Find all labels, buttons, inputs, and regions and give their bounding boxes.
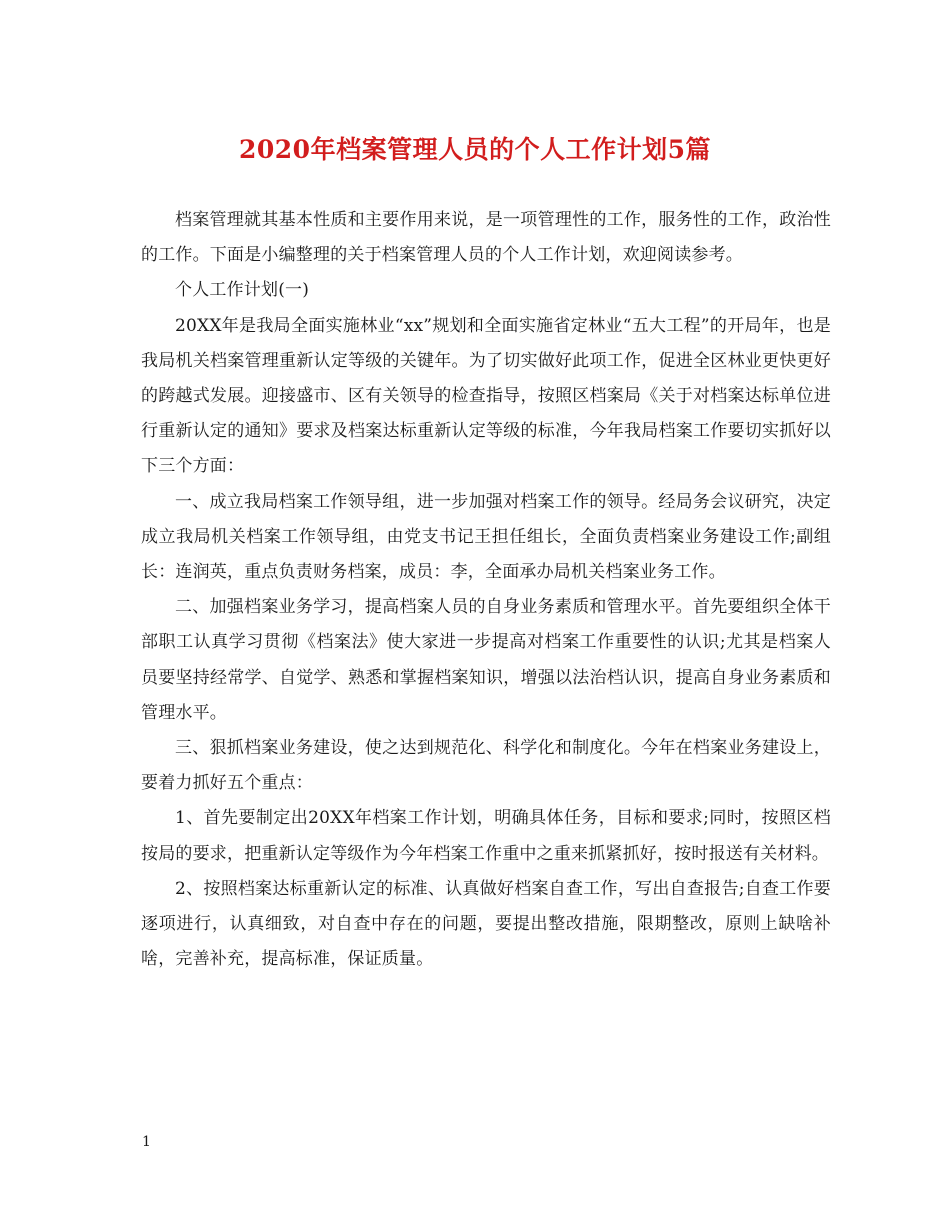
body-paragraph: 1、首先要制定出20XX年档案工作计划，明确具体任务，目标和要求;同时，按照区档按局的要求，把重新认定等级作为今年档案工作重中之重来抓紧抓好，按时报送有关材料。 xyxy=(141,808,831,864)
section-heading: 个人工作计划(一) xyxy=(175,280,310,301)
body-paragraph: 20XX年是我局全面实施林业“xx”规划和全面实施省定林业“五大工程”的开局年，也是我局机关档案管理重新认定等级的关键年。为了切实做好此项工作，促进全区林业更快更好的跨越式发展。迎接盛市、区有关领导的检查指导，按照区档案局《关于对档案达标单位进行重新认定的通知》要求及档案达标重新认定等级的标准，今年我局档案工作要切实抓好以下三个方面： xyxy=(141,315,831,477)
body-paragraph: 2、按照档案达标重新认定的标准、认真做好档案自查工作，写出自查报告;自查工作要逐项进行，认真细致，对自查中存在的问题，要提出整改措施，限期整改，原则上缺啥补啥，完善补充，提高标准，保证质量。 xyxy=(141,878,831,970)
body-paragraph: 三、狠抓档案业务建设，使之达到规范化、科学化和制度化。今年在档案业务建设上，要着力抓好五个重点： xyxy=(141,738,831,794)
document-title: 2020年档案管理人员的个人工作计划5篇 xyxy=(239,135,711,164)
body-paragraph: 二、加强档案业务学习，提高档案人员的自身业务素质和管理水平。首先要组织全体干部职工认真学习贯彻《档案法》使大家进一步提高对档案工作重要性的认识;尤其是档案人员要坚持经常学、自觉学、熟悉和掌握档案知识，增强以法治档认识，提高自身业务素质和管理水平。 xyxy=(141,597,831,723)
document-body xyxy=(141,203,831,977)
body-paragraph: 一、成立我局档案工作领导组，进一步加强对档案工作的领导。经局务会议研究，决定成立我局机关档案工作领导组，由党支书记王担任组长，全面负责档案业务建设工作;副组长：连润英，重点负责财务档案，成员：李，全面承办局机关档案业务工作。 xyxy=(141,491,831,583)
intro-paragraph: 档案管理就其基本性质和主要作用来说，是一项管理性的工作，服务性的工作，政治性的工作。下面是小编整理的关于档案管理人员的个人工作计划，欢迎阅读参考。 xyxy=(141,210,831,266)
page-number: 1 xyxy=(142,1134,151,1150)
